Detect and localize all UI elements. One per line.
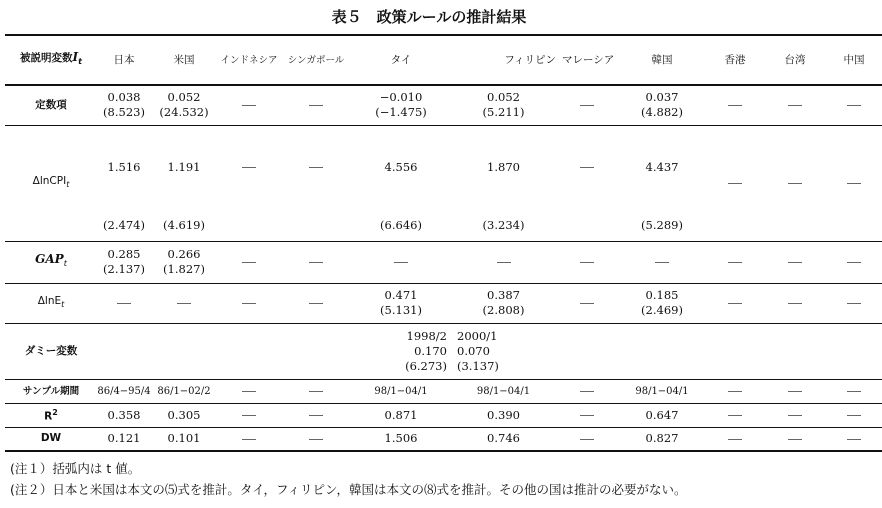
row-label-const: 定数項 <box>35 98 67 111</box>
table-row <box>5 85 882 125</box>
dash <box>728 183 742 184</box>
row-label-sample: サンプル期間 <box>22 385 80 397</box>
dash <box>580 262 594 263</box>
dash <box>242 262 256 263</box>
dash <box>788 105 802 106</box>
dash <box>728 439 742 440</box>
table-row <box>5 323 882 379</box>
dash <box>580 439 594 440</box>
col-header-hongkong: 香港 <box>724 53 746 66</box>
row-label-gap: $GAP_t$ <box>35 252 67 269</box>
dash <box>788 391 802 392</box>
dash <box>309 262 323 263</box>
dash <box>847 391 861 392</box>
cell-sample-phil: 98/1−04/1 <box>476 385 531 397</box>
dash <box>580 167 594 168</box>
estimation-table <box>5 34 882 452</box>
table-row <box>5 283 882 323</box>
col-header-thailand: タイ <box>390 53 412 66</box>
dash <box>728 262 742 263</box>
cell-cpi-thai: 4.556 (6.646) <box>380 159 422 232</box>
table-row <box>5 241 882 283</box>
cell-const-phil: 0.052 (5.211) <box>482 90 525 120</box>
dash <box>788 415 802 416</box>
cell-const-korea: 0.037 (4.882) <box>641 90 683 120</box>
table-row <box>5 427 882 451</box>
cell-const-thai: −0.010 (−1.475) <box>375 90 427 120</box>
dash <box>242 105 256 106</box>
col-header-malaysia: マレーシア <box>562 53 615 66</box>
cell-cpi-phil: 1.870 (3.234) <box>482 159 525 232</box>
dash <box>788 262 802 263</box>
cell-dummy-a: 1998/2 0.170 (6.273) <box>405 328 447 373</box>
table-row <box>5 403 882 427</box>
dash <box>309 105 323 106</box>
dash <box>847 415 861 416</box>
dash <box>309 167 323 168</box>
cell-e-thai: 0.471 (5.131) <box>380 288 422 317</box>
table-title: 表５ 政策ルールの推計結果 <box>331 8 527 26</box>
col-header-indonesia: インドネシア <box>220 54 278 66</box>
dash <box>847 105 861 106</box>
dash <box>847 439 861 440</box>
header-row-label: 被説明変数$I_t$ <box>20 50 82 67</box>
dash <box>242 391 256 392</box>
table-row <box>5 125 882 241</box>
dash <box>309 303 323 304</box>
dash <box>242 167 256 168</box>
dash <box>788 303 802 304</box>
table-notes <box>10 458 687 500</box>
cell-dw-thai: 1.506 <box>384 431 418 446</box>
cell-dw-japan: 0.121 <box>107 431 141 446</box>
dash <box>580 391 594 392</box>
cell-dw-korea: 0.827 <box>645 431 679 446</box>
dash <box>242 303 256 304</box>
dash <box>117 303 131 304</box>
cell-e-phil: 0.387 (2.808) <box>482 288 525 317</box>
dash <box>309 439 323 440</box>
dash <box>309 415 323 416</box>
cell-r2-korea: 0.647 <box>645 407 679 422</box>
col-header-singapore: シンガポール <box>287 54 345 66</box>
dash <box>728 391 742 392</box>
dash <box>788 183 802 184</box>
note-1: (注１）括弧内は t 値。 <box>10 461 141 476</box>
col-header-us: 米国 <box>173 53 195 66</box>
cell-sample-thai: 98/1−04/1 <box>374 385 428 397</box>
dash <box>847 303 861 304</box>
dash <box>728 415 742 416</box>
dash <box>394 262 408 263</box>
cell-const-us: 0.052 (24.532) <box>159 90 209 120</box>
col-header-taiwan: 台湾 <box>784 53 806 66</box>
cell-r2-thai: 0.871 <box>384 407 418 422</box>
dash <box>655 262 669 263</box>
row-label-dw: DW <box>40 432 62 445</box>
cell-const-japan: 0.038 (8.523) <box>103 90 145 120</box>
dash <box>242 415 256 416</box>
col-header-japan: 日本 <box>113 53 135 66</box>
cell-cpi-japan: 1.516 (2.474) <box>103 159 145 232</box>
cell-gap-japan: 0.285 (2.137) <box>103 247 145 276</box>
table-row <box>5 379 882 403</box>
dash <box>728 105 742 106</box>
dash <box>580 415 594 416</box>
row-label-exchange: ΔlnE$_t$ <box>37 294 65 310</box>
dash <box>788 439 802 440</box>
row-label-cpi: ΔlnCPI$_t$ <box>32 174 70 190</box>
col-header-korea: 韓国 <box>651 53 673 66</box>
cell-dummy-b: 2000/1 0.070 (3.137) <box>457 328 499 373</box>
dash <box>309 391 323 392</box>
cell-sample-korea: 98/1−04/1 <box>635 385 689 397</box>
cell-r2-us: 0.305 <box>167 407 201 422</box>
note-2: (注２）日本と米国は本文の⑸式を推計。タイ，フィリピン，韓国は本文の⑻式を推計。その他の国は推計の必要がない。 <box>10 482 687 497</box>
dash <box>580 105 594 106</box>
col-header-philippines: フィリピン <box>504 53 556 66</box>
cell-r2-phil: 0.390 <box>487 407 520 422</box>
row-label-r2: $R^2$ <box>44 408 58 423</box>
cell-e-korea: 0.185 (2.469) <box>641 288 683 317</box>
cell-sample-japan: 86/4−95/4 <box>97 385 151 397</box>
dash <box>177 303 191 304</box>
cell-r2-japan: 0.358 <box>107 407 141 422</box>
header-row <box>5 35 882 85</box>
cell-dw-us: 0.101 <box>167 431 201 446</box>
cell-dw-phil: 0.746 <box>487 431 520 446</box>
dash <box>847 262 861 263</box>
dash <box>847 183 861 184</box>
col-header-china: 中国 <box>843 53 865 66</box>
dash <box>242 439 256 440</box>
dash <box>580 303 594 304</box>
row-label-dummy: ダミー変数 <box>24 344 78 357</box>
cell-sample-us: 86/1−02/2 <box>157 385 211 397</box>
cell-cpi-us: 1.191 (4.619) <box>163 159 205 232</box>
cell-cpi-korea: 4.437 (5.289) <box>641 159 683 232</box>
dash <box>728 303 742 304</box>
cell-gap-us: 0.266 (1.827) <box>163 247 205 276</box>
dash <box>497 262 511 263</box>
